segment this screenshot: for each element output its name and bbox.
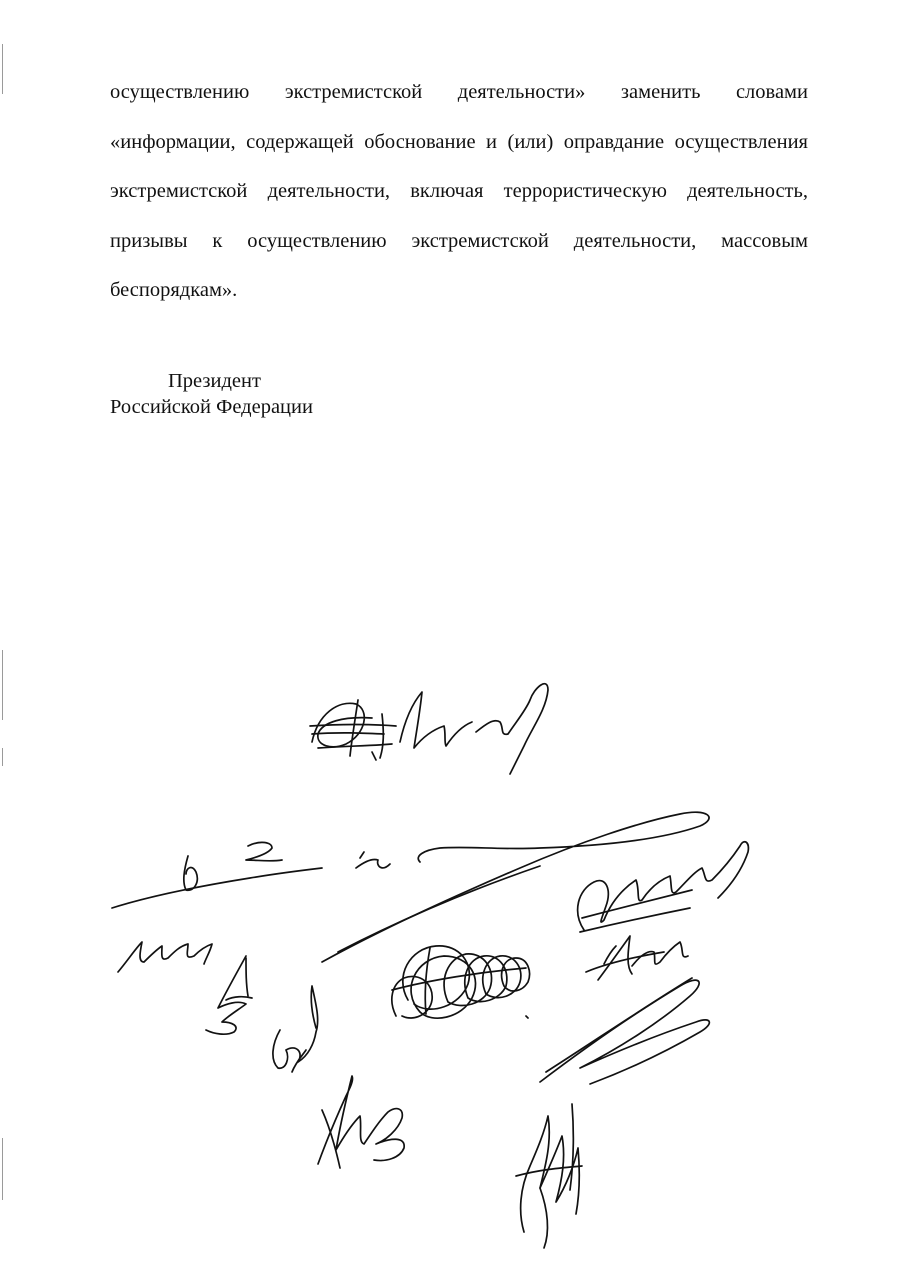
signature-7 xyxy=(392,946,530,1018)
signature-11 xyxy=(516,1104,582,1248)
scan-edge-mark-middle xyxy=(2,650,3,720)
signature-1 xyxy=(310,684,548,774)
signature-10 xyxy=(318,1076,404,1168)
signature-2 xyxy=(112,842,390,908)
signature-3 xyxy=(322,812,709,962)
signature-4 xyxy=(578,842,749,932)
signature-9 xyxy=(273,986,318,1072)
scan-edge-mark-top xyxy=(2,44,3,94)
signature-12 xyxy=(540,978,709,1084)
document-paragraph xyxy=(110,68,808,316)
signatory-title: Президент xyxy=(168,370,261,392)
paragraph-line-5: беспорядкам». xyxy=(110,279,238,301)
paragraph-line-3: экстремистской деятельности, включая террористическую деятельность, xyxy=(110,180,808,202)
signature-8 xyxy=(206,956,252,1034)
scan-edge-mark-lower xyxy=(2,748,3,766)
scan-edge-mark-bottom xyxy=(2,1138,3,1200)
signatory-block xyxy=(110,368,313,420)
signatory-organization: Российской Федерации xyxy=(110,396,313,418)
paragraph-line-1: осуществлению экстремистской деятельности» заменить словами xyxy=(110,81,808,103)
paragraph-line-4: призывы к осуществлению экстремистской деятельности, массовым xyxy=(110,229,808,252)
paragraph-line-2: «информации, содержащей обоснование и (или) оправдание осуществления xyxy=(110,130,808,153)
signature-6 xyxy=(118,942,212,972)
signature-5 xyxy=(586,936,688,980)
